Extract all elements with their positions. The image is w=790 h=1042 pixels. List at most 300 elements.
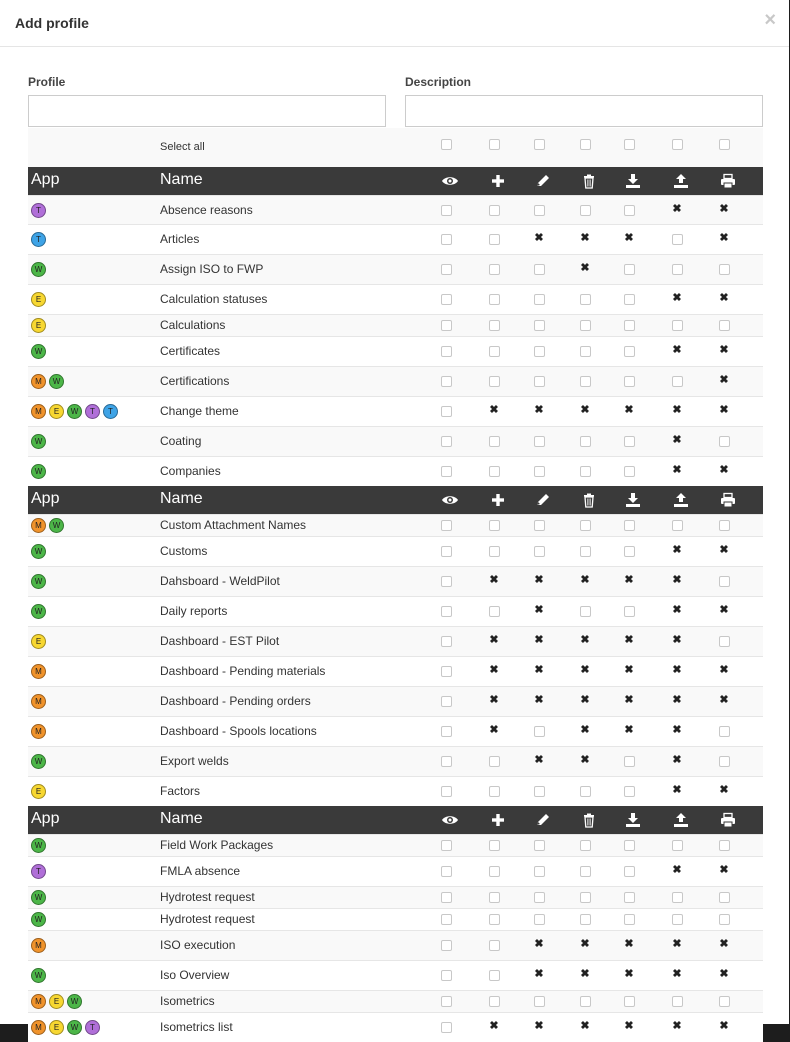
permission-checkbox[interactable] bbox=[534, 264, 545, 275]
permission-checkbox[interactable]: ✖ bbox=[719, 604, 729, 616]
eye-icon bbox=[441, 173, 459, 189]
permission-checkbox[interactable]: ✖ bbox=[719, 344, 729, 356]
permission-checkbox[interactable] bbox=[580, 320, 591, 331]
row-name: Export welds bbox=[160, 754, 229, 768]
select-all-row bbox=[28, 128, 763, 167]
permission-checkbox[interactable] bbox=[672, 914, 683, 925]
permission-checkbox[interactable]: ✖ bbox=[719, 664, 729, 676]
permission-checkbox[interactable] bbox=[719, 436, 730, 447]
table-row bbox=[28, 284, 763, 314]
permission-checkbox[interactable]: ✖ bbox=[489, 1020, 499, 1032]
row-name: Dashboard - EST Pilot bbox=[160, 634, 280, 648]
permission-checkbox[interactable]: ✖ bbox=[719, 464, 729, 476]
permission-checkbox[interactable] bbox=[441, 996, 452, 1007]
permission-checkbox[interactable]: ✖ bbox=[534, 694, 544, 706]
app-column-header: App bbox=[31, 171, 60, 188]
permission-checkbox[interactable]: ✖ bbox=[580, 938, 590, 950]
table-header bbox=[28, 167, 763, 195]
table-row bbox=[28, 396, 763, 426]
permission-checkbox[interactable] bbox=[580, 376, 591, 387]
permission-checkbox[interactable] bbox=[719, 636, 730, 647]
app-badge: W bbox=[31, 968, 46, 983]
permission-checkbox[interactable] bbox=[580, 520, 591, 531]
permission-checkbox[interactable] bbox=[580, 840, 591, 851]
app-badge: W bbox=[31, 544, 46, 559]
permission-checkbox[interactable] bbox=[441, 520, 452, 531]
permission-checkbox[interactable] bbox=[489, 840, 500, 851]
row-name: Coating bbox=[160, 434, 202, 448]
permission-checkbox[interactable]: ✖ bbox=[624, 694, 634, 706]
permission-checkbox[interactable] bbox=[441, 346, 452, 357]
permission-checkbox[interactable]: ✖ bbox=[580, 724, 590, 736]
permission-checkbox[interactable] bbox=[719, 756, 730, 767]
pencil-icon bbox=[534, 173, 552, 189]
permission-checkbox[interactable]: ✖ bbox=[672, 464, 682, 476]
app-badge: M bbox=[31, 1020, 46, 1035]
permission-checkbox[interactable] bbox=[672, 892, 683, 903]
row-name: Isometrics bbox=[160, 994, 215, 1008]
permission-checkbox[interactable] bbox=[441, 756, 452, 767]
download-icon bbox=[624, 492, 642, 508]
permission-checkbox[interactable] bbox=[624, 205, 635, 216]
permission-checkbox[interactable] bbox=[534, 546, 545, 557]
permission-checkbox[interactable] bbox=[534, 996, 545, 1007]
row-name: Daily reports bbox=[160, 604, 228, 618]
close-icon[interactable]: × bbox=[764, 9, 776, 31]
permission-checkbox[interactable]: ✖ bbox=[719, 232, 729, 244]
table-row bbox=[28, 426, 763, 456]
table-row bbox=[28, 776, 763, 806]
print-icon bbox=[719, 173, 737, 189]
permission-checkbox[interactable] bbox=[441, 466, 452, 477]
row-name: Hydrotest request bbox=[160, 912, 255, 926]
permission-checkbox[interactable] bbox=[672, 320, 683, 331]
permission-checkbox[interactable] bbox=[441, 636, 452, 647]
app-badge: T bbox=[31, 864, 46, 879]
permission-checkbox[interactable]: ✖ bbox=[719, 784, 729, 796]
permission-checkbox[interactable] bbox=[489, 205, 500, 216]
permission-checkbox[interactable] bbox=[580, 892, 591, 903]
permission-checkbox[interactable] bbox=[580, 996, 591, 1007]
permission-checkbox[interactable]: ✖ bbox=[719, 374, 729, 386]
row-name: Dashboard - Spools locations bbox=[160, 724, 317, 738]
row-name: Dashboard - Pending orders bbox=[160, 694, 311, 708]
permission-checkbox[interactable] bbox=[534, 520, 545, 531]
app-badge: M bbox=[31, 404, 46, 419]
print-icon bbox=[719, 492, 737, 508]
app-badge: W bbox=[31, 262, 46, 277]
table-row bbox=[28, 908, 763, 930]
table-header bbox=[28, 486, 763, 514]
permission-checkbox[interactable] bbox=[441, 406, 452, 417]
upload-icon bbox=[672, 173, 690, 189]
permission-checkbox[interactable]: ✖ bbox=[672, 864, 682, 876]
permission-checkbox[interactable]: ✖ bbox=[672, 754, 682, 766]
app-badge: W bbox=[31, 574, 46, 589]
permission-checkbox[interactable] bbox=[624, 914, 635, 925]
row-name: Absence reasons bbox=[160, 203, 253, 217]
permission-checkbox[interactable] bbox=[441, 264, 452, 275]
select-all-checkbox[interactable] bbox=[441, 139, 452, 150]
permission-checkbox[interactable]: ✖ bbox=[672, 938, 682, 950]
app-badge: E bbox=[31, 634, 46, 649]
app-column-header: App bbox=[31, 490, 60, 507]
pencil-icon bbox=[534, 492, 552, 508]
permission-checkbox[interactable]: ✖ bbox=[489, 694, 499, 706]
description-input[interactable] bbox=[405, 95, 763, 127]
permission-checkbox[interactable]: ✖ bbox=[534, 232, 544, 244]
modal-title: Add profile bbox=[15, 15, 89, 31]
row-name: Calculation statuses bbox=[160, 292, 268, 306]
permission-checkbox[interactable] bbox=[489, 996, 500, 1007]
permission-checkbox[interactable] bbox=[719, 320, 730, 331]
permission-checkbox[interactable]: ✖ bbox=[534, 938, 544, 950]
permission-checkbox[interactable]: ✖ bbox=[672, 434, 682, 446]
permission-checkbox[interactable] bbox=[534, 786, 545, 797]
name-column-header: Name bbox=[160, 810, 203, 827]
permission-checkbox[interactable] bbox=[624, 756, 635, 767]
select-all-checkbox[interactable] bbox=[580, 139, 591, 150]
row-name: Iso Overview bbox=[160, 968, 230, 982]
permission-checkbox[interactable]: ✖ bbox=[719, 292, 729, 304]
permission-checkbox[interactable]: ✖ bbox=[672, 344, 682, 356]
permission-checkbox[interactable]: ✖ bbox=[580, 262, 590, 274]
row-name: Factors bbox=[160, 784, 201, 798]
permission-checkbox[interactable] bbox=[534, 436, 545, 447]
permission-checkbox[interactable] bbox=[580, 205, 591, 216]
permission-checkbox[interactable] bbox=[580, 294, 591, 305]
app-badge: E bbox=[49, 1020, 64, 1035]
name-column-header: Name bbox=[160, 171, 203, 188]
permission-checkbox[interactable] bbox=[580, 606, 591, 617]
permission-checkbox[interactable]: ✖ bbox=[580, 574, 590, 586]
row-name: Certificates bbox=[160, 344, 221, 358]
permission-checkbox[interactable] bbox=[719, 996, 730, 1007]
permission-checkbox[interactable]: ✖ bbox=[672, 292, 682, 304]
upload-icon bbox=[672, 492, 690, 508]
permission-checkbox[interactable] bbox=[672, 234, 683, 245]
permission-checkbox[interactable] bbox=[534, 914, 545, 925]
permission-checkbox[interactable] bbox=[672, 520, 683, 531]
permission-checkbox[interactable] bbox=[719, 520, 730, 531]
permission-checkbox[interactable] bbox=[672, 376, 683, 387]
permission-checkbox[interactable] bbox=[624, 546, 635, 557]
permission-checkbox[interactable] bbox=[580, 786, 591, 797]
permission-checkbox[interactable]: ✖ bbox=[534, 664, 544, 676]
permission-checkbox[interactable] bbox=[489, 234, 500, 245]
permission-checkbox[interactable] bbox=[441, 726, 452, 737]
permission-checkbox[interactable]: ✖ bbox=[580, 754, 590, 766]
permission-checkbox[interactable] bbox=[624, 436, 635, 447]
app-badge: T bbox=[103, 404, 118, 419]
permission-checkbox[interactable]: ✖ bbox=[719, 968, 729, 980]
app-badge: T bbox=[31, 203, 46, 218]
permission-checkbox[interactable] bbox=[441, 546, 452, 557]
permission-checkbox[interactable] bbox=[489, 466, 500, 477]
app-badge: E bbox=[49, 404, 64, 419]
select-all-checkbox[interactable] bbox=[534, 139, 545, 150]
row-name: Isometrics list bbox=[160, 1020, 233, 1034]
permission-checkbox[interactable]: ✖ bbox=[534, 574, 544, 586]
permission-checkbox[interactable]: ✖ bbox=[580, 664, 590, 676]
permission-checkbox[interactable] bbox=[534, 346, 545, 357]
permission-checkbox[interactable] bbox=[534, 866, 545, 877]
permission-checkbox[interactable]: ✖ bbox=[672, 694, 682, 706]
permission-checkbox[interactable] bbox=[489, 606, 500, 617]
permission-checkbox[interactable] bbox=[719, 576, 730, 587]
permission-checkbox[interactable] bbox=[719, 840, 730, 851]
permission-checkbox[interactable]: ✖ bbox=[672, 604, 682, 616]
permission-checkbox[interactable] bbox=[489, 320, 500, 331]
permission-checkbox[interactable]: ✖ bbox=[489, 404, 499, 416]
permission-checkbox[interactable]: ✖ bbox=[672, 784, 682, 796]
permission-checkbox[interactable] bbox=[441, 970, 452, 981]
permission-checkbox[interactable] bbox=[441, 786, 452, 797]
permission-checkbox[interactable] bbox=[672, 264, 683, 275]
select-all-checkbox[interactable] bbox=[624, 139, 635, 150]
permission-checkbox[interactable] bbox=[441, 294, 452, 305]
permission-checkbox[interactable] bbox=[441, 576, 452, 587]
row-name: ISO execution bbox=[160, 938, 236, 952]
permission-checkbox[interactable]: ✖ bbox=[719, 404, 729, 416]
table-row bbox=[28, 456, 763, 486]
permission-checkbox[interactable]: ✖ bbox=[624, 938, 634, 950]
permission-checkbox[interactable]: ✖ bbox=[534, 968, 544, 980]
permission-checkbox[interactable] bbox=[672, 840, 683, 851]
permission-checkbox[interactable] bbox=[489, 376, 500, 387]
table-row bbox=[28, 716, 763, 746]
app-badge: E bbox=[31, 784, 46, 799]
permission-checkbox[interactable]: ✖ bbox=[489, 664, 499, 676]
permission-checkbox[interactable] bbox=[489, 346, 500, 357]
permission-checkbox[interactable]: ✖ bbox=[672, 664, 682, 676]
table-row bbox=[28, 990, 763, 1012]
permission-checkbox[interactable] bbox=[624, 294, 635, 305]
eye-icon bbox=[441, 492, 459, 508]
permission-checkbox[interactable]: ✖ bbox=[580, 1020, 590, 1032]
permission-checkbox[interactable] bbox=[441, 940, 452, 951]
permission-checkbox[interactable] bbox=[489, 436, 500, 447]
permission-checkbox[interactable]: ✖ bbox=[624, 1020, 634, 1032]
table-row bbox=[28, 536, 763, 566]
permission-checkbox[interactable] bbox=[624, 376, 635, 387]
permission-checkbox[interactable]: ✖ bbox=[672, 203, 682, 215]
row-name: Custom Attachment Names bbox=[160, 518, 307, 532]
select-all-checkbox[interactable] bbox=[719, 139, 730, 150]
permission-checkbox[interactable]: ✖ bbox=[534, 604, 544, 616]
row-name: Customs bbox=[160, 544, 208, 558]
permission-checkbox[interactable]: ✖ bbox=[534, 634, 544, 646]
permission-checkbox[interactable]: ✖ bbox=[624, 724, 634, 736]
permission-checkbox[interactable] bbox=[624, 892, 635, 903]
permission-checkbox[interactable] bbox=[441, 666, 452, 677]
select-all-checkbox[interactable] bbox=[672, 139, 683, 150]
permission-checkbox[interactable]: ✖ bbox=[489, 634, 499, 646]
row-name: Assign ISO to FWP bbox=[160, 262, 264, 276]
permission-checkbox[interactable] bbox=[624, 264, 635, 275]
app-badge: M bbox=[31, 374, 46, 389]
permission-checkbox[interactable]: ✖ bbox=[624, 664, 634, 676]
app-badge: T bbox=[85, 1020, 100, 1035]
permission-checkbox[interactable]: ✖ bbox=[719, 938, 729, 950]
permission-checkbox[interactable]: ✖ bbox=[672, 724, 682, 736]
permission-checkbox[interactable] bbox=[534, 840, 545, 851]
permission-checkbox[interactable]: ✖ bbox=[719, 203, 729, 215]
permission-checkbox[interactable] bbox=[441, 234, 452, 245]
select-all-checkbox[interactable] bbox=[489, 139, 500, 150]
permission-checkbox[interactable] bbox=[624, 786, 635, 797]
app-badge: W bbox=[49, 374, 64, 389]
permission-checkbox[interactable] bbox=[441, 436, 452, 447]
permission-checkbox[interactable]: ✖ bbox=[580, 634, 590, 646]
app-badge: W bbox=[31, 344, 46, 359]
permission-checkbox[interactable] bbox=[441, 606, 452, 617]
row-name: Dashboard - Pending materials bbox=[160, 664, 326, 678]
permission-checkbox[interactable] bbox=[489, 892, 500, 903]
permission-checkbox[interactable] bbox=[624, 606, 635, 617]
table-row bbox=[28, 1012, 763, 1042]
permission-checkbox[interactable] bbox=[580, 866, 591, 877]
row-name: FMLA absence bbox=[160, 864, 241, 878]
permission-checkbox[interactable]: ✖ bbox=[719, 1020, 729, 1032]
permission-checkbox[interactable] bbox=[534, 726, 545, 737]
permission-checkbox[interactable] bbox=[672, 996, 683, 1007]
permission-checkbox[interactable]: ✖ bbox=[580, 404, 590, 416]
app-badge: W bbox=[67, 994, 82, 1009]
permission-checkbox[interactable] bbox=[534, 466, 545, 477]
permission-checkbox[interactable] bbox=[624, 466, 635, 477]
permission-checkbox[interactable]: ✖ bbox=[624, 968, 634, 980]
permission-checkbox[interactable] bbox=[441, 892, 452, 903]
permission-checkbox[interactable] bbox=[489, 914, 500, 925]
permission-checkbox[interactable] bbox=[719, 914, 730, 925]
permission-checkbox[interactable] bbox=[624, 320, 635, 331]
profile-input[interactable] bbox=[28, 95, 386, 127]
table-row bbox=[28, 834, 763, 856]
permission-checkbox[interactable]: ✖ bbox=[624, 404, 634, 416]
app-badge: E bbox=[31, 318, 46, 333]
app-badge: W bbox=[67, 1020, 82, 1035]
permission-checkbox[interactable] bbox=[534, 376, 545, 387]
permission-checkbox[interactable] bbox=[489, 940, 500, 951]
permission-checkbox[interactable]: ✖ bbox=[580, 694, 590, 706]
permission-checkbox[interactable] bbox=[624, 840, 635, 851]
permission-checkbox[interactable] bbox=[534, 294, 545, 305]
table-row bbox=[28, 314, 763, 336]
table-row bbox=[28, 366, 763, 396]
permission-checkbox[interactable]: ✖ bbox=[489, 574, 499, 586]
table-row bbox=[28, 626, 763, 656]
app-badge: W bbox=[31, 912, 46, 927]
permission-checkbox[interactable] bbox=[624, 346, 635, 357]
permission-checkbox[interactable] bbox=[441, 1022, 452, 1033]
permission-checkbox[interactable] bbox=[441, 205, 452, 216]
app-badge: M bbox=[31, 518, 46, 533]
permission-checkbox[interactable] bbox=[489, 970, 500, 981]
app-badge: E bbox=[49, 994, 64, 1009]
permission-checkbox[interactable] bbox=[580, 546, 591, 557]
row-name: Dahsboard - WeldPilot bbox=[160, 574, 280, 588]
row-name: Calculations bbox=[160, 318, 226, 332]
permission-checkbox[interactable]: ✖ bbox=[672, 544, 682, 556]
permission-checkbox[interactable] bbox=[534, 892, 545, 903]
permission-checkbox[interactable] bbox=[580, 914, 591, 925]
permission-checkbox[interactable]: ✖ bbox=[672, 404, 682, 416]
permission-checkbox[interactable] bbox=[534, 205, 545, 216]
table-row bbox=[28, 566, 763, 596]
app-badge: W bbox=[31, 434, 46, 449]
permission-checkbox[interactable] bbox=[534, 320, 545, 331]
trash-icon bbox=[580, 173, 598, 189]
permission-checkbox[interactable]: ✖ bbox=[719, 864, 729, 876]
permission-checkbox[interactable] bbox=[719, 726, 730, 737]
permission-checkbox[interactable] bbox=[489, 786, 500, 797]
permission-checkbox[interactable] bbox=[580, 346, 591, 357]
permission-checkbox[interactable] bbox=[719, 264, 730, 275]
permission-checkbox[interactable]: ✖ bbox=[672, 634, 682, 646]
pencil-icon bbox=[534, 812, 552, 828]
permission-checkbox[interactable]: ✖ bbox=[672, 1020, 682, 1032]
permission-checkbox[interactable] bbox=[441, 866, 452, 877]
app-badge: W bbox=[31, 838, 46, 853]
permission-checkbox[interactable]: ✖ bbox=[534, 754, 544, 766]
permission-checkbox[interactable]: ✖ bbox=[534, 404, 544, 416]
app-badge: W bbox=[31, 890, 46, 905]
permission-checkbox[interactable]: ✖ bbox=[534, 1020, 544, 1032]
permission-checkbox[interactable] bbox=[719, 892, 730, 903]
permission-checkbox[interactable]: ✖ bbox=[672, 968, 682, 980]
permissions-table bbox=[28, 128, 763, 1042]
permission-checkbox[interactable]: ✖ bbox=[719, 694, 729, 706]
permission-checkbox[interactable] bbox=[489, 294, 500, 305]
permission-checkbox[interactable]: ✖ bbox=[624, 634, 634, 646]
table-row bbox=[28, 195, 763, 224]
app-badge: W bbox=[31, 464, 46, 479]
app-badge: M bbox=[31, 664, 46, 679]
permission-checkbox[interactable] bbox=[580, 466, 591, 477]
permission-checkbox[interactable] bbox=[489, 866, 500, 877]
app-badge: M bbox=[31, 694, 46, 709]
permission-checkbox[interactable] bbox=[489, 520, 500, 531]
permission-checkbox[interactable]: ✖ bbox=[489, 724, 499, 736]
permission-checkbox[interactable]: ✖ bbox=[624, 232, 634, 244]
table-row bbox=[28, 656, 763, 686]
permission-checkbox[interactable]: ✖ bbox=[672, 574, 682, 586]
row-name: Articles bbox=[160, 232, 200, 246]
permission-checkbox[interactable] bbox=[441, 696, 452, 707]
permission-checkbox[interactable] bbox=[489, 756, 500, 767]
permission-checkbox[interactable] bbox=[441, 376, 452, 387]
permission-checkbox[interactable] bbox=[441, 840, 452, 851]
download-icon bbox=[624, 812, 642, 828]
permission-checkbox[interactable] bbox=[489, 264, 500, 275]
table-row bbox=[28, 254, 763, 284]
permission-checkbox[interactable] bbox=[624, 520, 635, 531]
permission-checkbox[interactable]: ✖ bbox=[624, 574, 634, 586]
plus-icon bbox=[489, 492, 507, 508]
permission-checkbox[interactable] bbox=[441, 914, 452, 925]
permission-checkbox[interactable]: ✖ bbox=[580, 232, 590, 244]
plus-icon bbox=[489, 812, 507, 828]
permission-checkbox[interactable]: ✖ bbox=[580, 968, 590, 980]
permission-checkbox[interactable] bbox=[624, 866, 635, 877]
permission-checkbox[interactable] bbox=[441, 320, 452, 331]
row-name: Certifications bbox=[160, 374, 230, 388]
permission-checkbox[interactable] bbox=[624, 996, 635, 1007]
permission-checkbox[interactable] bbox=[489, 546, 500, 557]
permission-checkbox[interactable]: ✖ bbox=[719, 544, 729, 556]
permission-checkbox[interactable] bbox=[580, 436, 591, 447]
